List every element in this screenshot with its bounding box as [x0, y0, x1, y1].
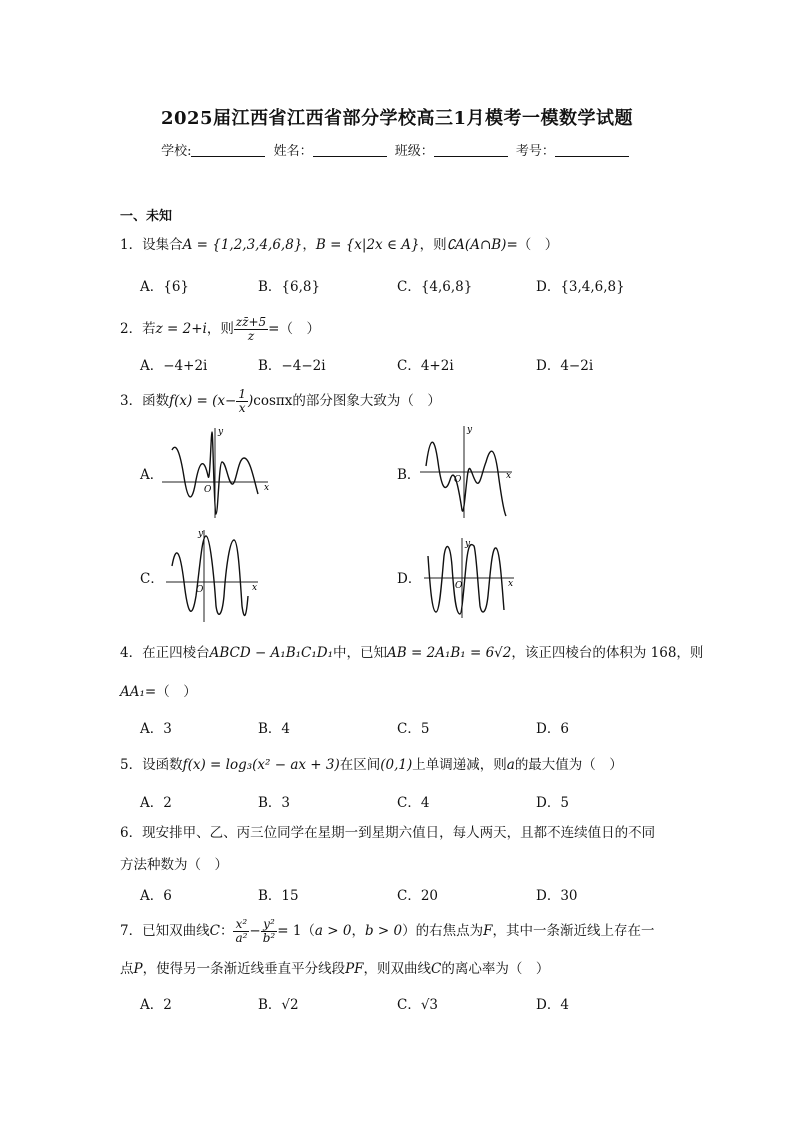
q7-numerator-y: y² [261, 918, 278, 932]
origin-label: O [454, 475, 462, 485]
q7-option-a: A．2 [140, 997, 172, 1013]
q2-option-d: D．4−2i [536, 358, 594, 374]
q5-text: 上单调递减，则 [412, 757, 507, 773]
origin-label: O [204, 485, 212, 495]
y-axis-label: y [467, 425, 473, 435]
q7-curve-name: C [431, 961, 442, 977]
q4-option-b: B．4 [258, 721, 291, 737]
number-blank [555, 144, 629, 157]
q7-text: ，则双曲线 [363, 961, 432, 977]
q2-text: 2．若 [120, 321, 156, 337]
q1-option-a: A．{6} [140, 279, 190, 295]
question-4-stem-line1 [120, 641, 703, 661]
q3-text: 3．函数 [120, 393, 170, 409]
q7-text: 点 [120, 961, 134, 977]
q7-option-b: B．√2 [258, 997, 299, 1013]
q3-function: f(x) = [169, 393, 213, 409]
q5-option-a: A．2 [140, 795, 172, 811]
q7-text: ，使得另一条渐近线垂直平分线段 [142, 961, 346, 977]
q3-paren-left: (x− [212, 393, 237, 409]
q7-text: 7．已知双曲线 [120, 923, 210, 939]
q2-numerator: zz̄+5 [235, 315, 267, 329]
question-6-stem-line2: 方法种数为（ ） [120, 857, 228, 873]
q7-focus: F [483, 923, 493, 939]
q4-option-a: A．3 [140, 721, 172, 737]
question-7-stem-line2 [120, 957, 549, 977]
q5-variable: a [506, 757, 515, 773]
q7-fraction-x [233, 918, 249, 945]
q7-option-d: D．4 [536, 997, 569, 1013]
number-label: 考号： [515, 144, 555, 159]
q6-option-b: B．15 [258, 888, 299, 904]
q1-expression: ∁A(A∩B) [446, 237, 507, 253]
q7-denominator-b: b² [262, 931, 276, 945]
q4-text: 中，已知 [333, 645, 388, 661]
graph-c [164, 526, 264, 624]
q5-text: 的最大值为（ ） [514, 757, 623, 773]
q5-option-d: D．5 [536, 795, 569, 811]
q3-text: 的部分图象大致为（ ） [292, 393, 441, 409]
q7-text: = 1（ [277, 923, 315, 939]
q5-function: f(x) = log₃(x² − ax + 3) [182, 757, 340, 773]
page-title: 2025届江西省江西省部分学校高三1月模考一模数学试题 [160, 108, 634, 129]
question-5-stem [120, 753, 623, 773]
q1-text: 1．设集合 [120, 237, 183, 253]
question-6-stem-line1: 6．现安排甲、乙、丙三位同学在星期一到星期六值日，每人两天，且都不连续值日的不同 [120, 825, 656, 841]
origin-label: O [455, 581, 463, 591]
q2-option-b: B．−4−2i [258, 358, 326, 374]
q7-fraction-y [261, 918, 278, 945]
q4-text: =（ ） [144, 684, 197, 700]
question-7-stem-line1 [120, 918, 654, 945]
q4-text: 4．在正四棱台 [120, 645, 210, 661]
name-blank [313, 144, 387, 157]
q7-segment: PF [345, 961, 364, 977]
q7-condition-a: a > 0 [314, 923, 352, 939]
q7-minus: − [249, 923, 261, 939]
x-axis-label: x [252, 583, 258, 593]
q1-sep: ， [302, 237, 316, 253]
q7-text: ，其中一条渐近线上存在一 [492, 923, 655, 939]
curve-c [172, 536, 248, 615]
q1-option-c: C．{4,6,8} [397, 279, 473, 295]
class-blank [434, 144, 508, 157]
question-4-stem-line2 [120, 680, 197, 700]
name-label: 姓名： [273, 144, 313, 159]
curve-b [426, 442, 506, 516]
graph-d [422, 536, 518, 620]
q7-condition-b: b > 0 [364, 923, 403, 939]
graph-a [160, 422, 272, 520]
q6-option-d: D．30 [536, 888, 578, 904]
q7-text: ， [351, 923, 365, 939]
q5-text: 5．设函数 [120, 757, 183, 773]
q1-set-b: B = {x|2x ∈ A} [315, 237, 420, 253]
q3-numerator: 1 [238, 387, 246, 401]
q7-numerator-x: x² [233, 918, 249, 932]
q4-option-c: C．5 [397, 721, 430, 737]
q3-fraction [236, 388, 248, 415]
x-axis-label: x [506, 471, 512, 481]
student-info-line [0, 140, 794, 159]
q7-text: ）的右焦点为 [402, 923, 484, 939]
q5-interval: (0,1) [380, 757, 413, 773]
q5-option-c: C．4 [397, 795, 430, 811]
x-axis-label: x [508, 579, 514, 589]
q3-paren-right: ) [247, 393, 254, 409]
q1-option-b: B．{6,8} [258, 279, 321, 295]
curve-d [428, 545, 504, 614]
question-1-stem [120, 233, 558, 253]
q6-option-c: C．20 [397, 888, 439, 904]
q5-text: 在区间 [339, 757, 381, 773]
y-axis-label: y [218, 427, 224, 437]
q2-text: =（ ） [268, 321, 320, 337]
q3-option-b: B． [397, 467, 421, 483]
q7-denominator-a: a² [235, 931, 248, 945]
q3-option-c: C． [140, 571, 164, 587]
q6-option-a: A．6 [140, 888, 172, 904]
q4-solid: ABCD − A₁B₁C₁D₁ [209, 645, 334, 661]
class-label: 班级： [394, 144, 434, 159]
y-axis-label: y [465, 539, 471, 549]
question-3-stem [120, 388, 441, 415]
q4-option-d: D．6 [536, 721, 569, 737]
q2-option-a: A．−4+2i [140, 358, 208, 374]
school-blank [191, 144, 265, 157]
q4-edge: AA₁ [120, 684, 145, 700]
y-axis-label: y [198, 529, 204, 539]
q7-text: ： [219, 923, 234, 939]
graph-b [418, 422, 518, 520]
q5-option-b: B．3 [258, 795, 291, 811]
q2-z: z = 2+i [155, 321, 207, 337]
x-axis-label: x [264, 483, 270, 493]
school-label: 学校: [161, 144, 192, 159]
q2-text: ，则 [206, 321, 234, 337]
q3-denominator: x [238, 401, 246, 415]
q4-equation: AB = 2A₁B₁ = 6√2 [387, 645, 512, 661]
q7-curve-name: C [209, 923, 220, 939]
q7-text: 的离心率为（ ） [441, 961, 550, 977]
q4-text: ，该正四棱台的体积为 168，则 [511, 645, 704, 661]
q3-option-a: A． [140, 467, 164, 483]
q2-fraction [234, 316, 268, 343]
q1-text: ，则 [419, 237, 447, 253]
q3-option-d: D． [397, 571, 422, 587]
q7-point: P [133, 961, 143, 977]
q1-option-d: D．{3,4,6,8} [536, 279, 625, 295]
q2-option-c: C．4+2i [397, 358, 454, 374]
q3-cos: cosπx [253, 393, 293, 409]
origin-label: O [196, 585, 204, 595]
q1-set-a: A = {1,2,3,4,6,8} [182, 237, 303, 253]
section-heading: 一、未知 [120, 209, 173, 224]
q7-option-c: C．√3 [397, 997, 439, 1013]
question-2-stem [120, 316, 320, 343]
q2-denominator: z [247, 329, 255, 343]
q1-text: =（ ） [506, 237, 559, 253]
